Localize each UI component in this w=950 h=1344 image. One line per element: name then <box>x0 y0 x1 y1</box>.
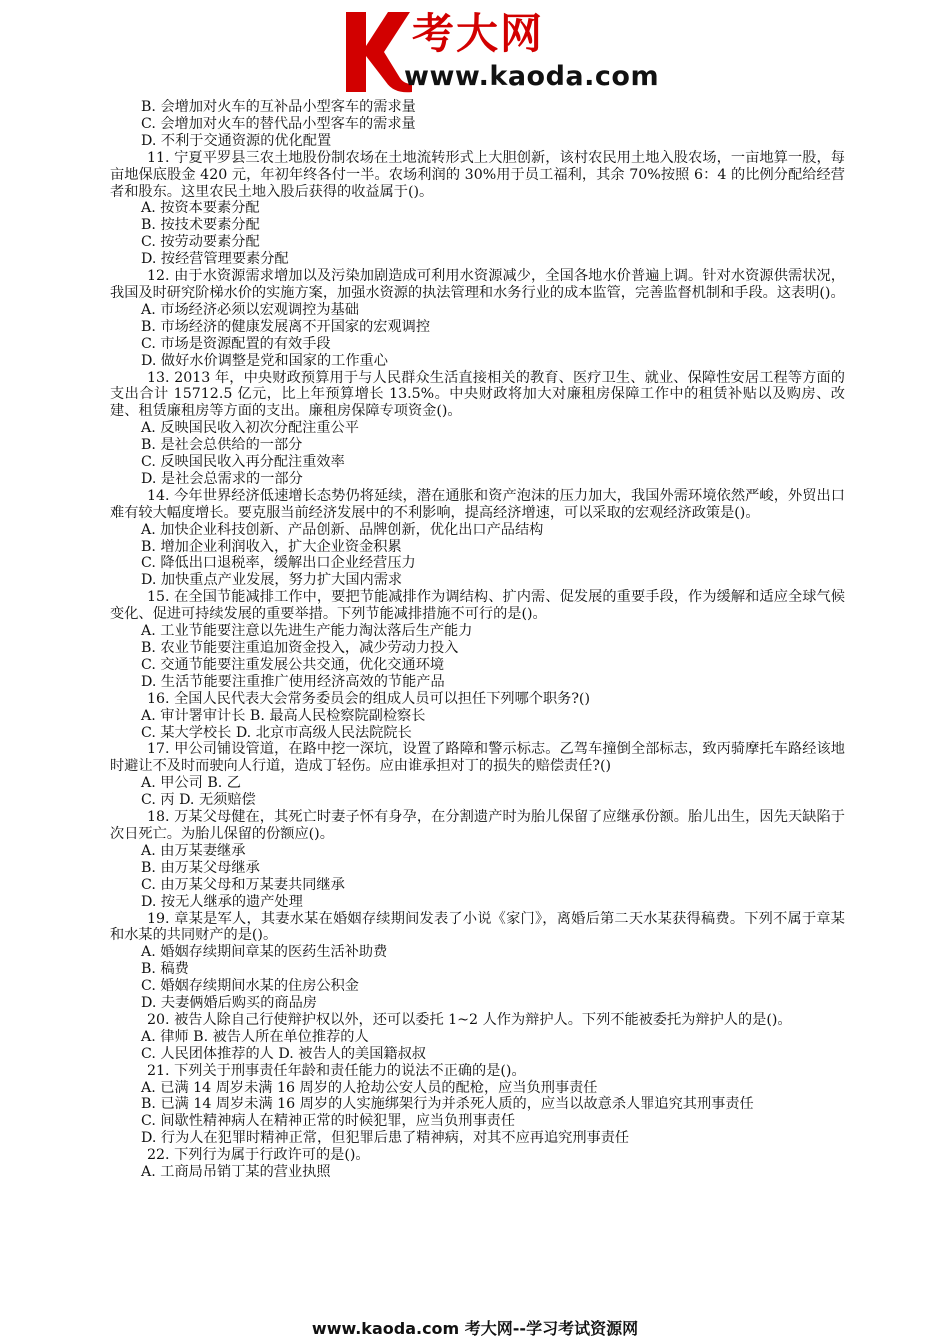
answer-option: B. 农业节能要注重追加资金投入，减少劳动力投入 <box>141 640 459 656</box>
answer-option: B. 是社会总供给的一部分 <box>141 437 303 454</box>
answer-option: C. 人民团体推荐的人 D. 被告人的美国籍叔叔 <box>141 1045 426 1062</box>
answer-option: D. 按经营管理要素分配 <box>141 251 289 268</box>
question-stem: 18. 万某父母健在，其死亡时妻子怀有身孕，在分割遗产时为胎儿保留了应继承份额。胎儿出生，因先天缺陷于次日死亡。为胎儿保留的份额应()。 <box>110 809 845 842</box>
question-stem: 15. 在全国节能减排工作中，要把节能减排作为调结构、扩内需、促发展的重要手段，作为缓解和适应全球气候变化、促进可持续发展的重要举措。下列节能减排措施不可行的是()。 <box>110 589 845 623</box>
answer-option: D. 不利于交通资源的优化配置 <box>141 132 332 149</box>
answer-option: C. 间歇性精神病人在精神正常的时候犯罪，应当负刑事责任 <box>141 1113 516 1130</box>
answer-option: B. 已满 14 周岁未满 16 周岁的人实施绑架行为并杀死人质的，应当以故意杀人罪追究其刑事责任 <box>141 1096 754 1113</box>
question-stem: 11. 宁夏平罗县三农土地股份制农场在土地流转形式上大胆创新，该村农民用土地入股农场，一亩地算一股，每亩地保底股金 420 元，年初年终各付一半。农场利润的 30%用于员工福利，其余 70%按照 6：4 的比例分配给经营者和股东。这里农民土地入股后获得的收益属于()。 <box>110 149 845 200</box>
answer-option: D. 夫妻俩婚后购买的商品房 <box>141 995 317 1012</box>
question-stem: 13. 2013 年，中央财政预算用于与人民群众生活直接相关的教育、医疗卫生、就业、保障性安居工程等方面的支出合计 15712.5 亿元，比上年预算增长 13.5%。中央财政将加大对廉租房保障工作中的租赁补贴以及购房、改建、租赁廉租房等方面的支出。廉租房保障专项资金()。 <box>110 369 845 420</box>
page-footer: www.kaoda.com 考大网--学习考试资源网 <box>311 1319 639 1338</box>
question-stem: 14. 今年世界经济低速增长态势仍将延续，潜在通胀和资产泡沫的压力加大，我国外需环境依然严峻，外贸出口难有较大幅度增长。要克服当前经济发展中的不利影响，提高经济增速，可以采取的宏观经济政策是()。 <box>110 487 845 521</box>
answer-option: C. 某大学校长 D. 北京市高级人民法院院长 <box>141 724 412 741</box>
answer-option: A. 反映国民收入初次分配注重公平 <box>141 420 359 437</box>
answer-option: B. 增加企业利润收入，扩大企业资金积累 <box>141 538 402 555</box>
answer-option: C. 会增加对火车的替代品小型客车的需求量 <box>141 115 416 132</box>
question-stem: 22. 下列行为属于行政许可的是()。 <box>147 1147 370 1164</box>
answer-option: A. 工商局吊销丁某的营业执照 <box>141 1164 331 1181</box>
site-logo[interactable] <box>340 8 660 100</box>
question-stem: 19. 章某是军人，其妻水某在婚姻存续期间发表了小说《家门》，离婚后第二天水某获得稿费。下列不属于章某和水某的共同财产的是()。 <box>110 910 845 944</box>
answer-option: B. 按技术要素分配 <box>141 217 260 234</box>
answer-option: D. 行为人在犯罪时精神正常，但犯罪后患了精神病，对其不应再追究刑事责任 <box>141 1130 630 1147</box>
question-stem: 21. 下列关于刑事责任年龄和责任能力的说法不正确的是()。 <box>147 1062 526 1079</box>
site-url: www.kaoda.com <box>404 61 660 92</box>
answer-option: D. 加快重点产业发展，努力扩大国内需求 <box>141 572 403 589</box>
question-stem: 16. 全国人民代表大会常务委员会的组成人员可以担任下列哪个职务?() <box>147 690 591 707</box>
answer-option: C. 由万某父母和万某妻共同继承 <box>141 876 345 893</box>
site-brand-name: 考大网 <box>412 9 545 58</box>
question-stem: 20. 被告人除自己行使辩护权以外，还可以委托 1~2 人作为辩护人。下列不能被委托为辩护人的是()。 <box>147 1011 792 1028</box>
answer-option: A. 工业节能要注意以先进生产能力淘汰落后生产能力 <box>141 623 473 640</box>
answer-option: A. 加快企业科技创新、产品创新、品牌创新，优化出口产品结构 <box>141 521 544 538</box>
answer-option: A. 市场经济必须以宏观调控为基础 <box>141 301 359 318</box>
answer-option: C. 降低出口退税率，缓解出口企业经营压力 <box>141 555 416 572</box>
question-stem: 17. 甲公司铺设管道，在路中挖一深坑，设置了路障和警示标志。乙驾车撞倒全部标志，致丙骑摩托车路经该地时避让不及时而驶向人行道，造成丁轻伤。应由谁承担对丁的损失的赔偿责任?() <box>110 741 845 775</box>
answer-option: A. 律师 B. 被告人所在单位推荐的人 <box>141 1028 369 1045</box>
answer-option: A. 审计署审计长 B. 最高人民检察院副检察长 <box>141 707 426 724</box>
answer-option: C. 交通节能要注重发展公共交通，优化交通环境 <box>141 656 445 673</box>
answer-option: D. 是社会总需求的一部分 <box>141 470 303 487</box>
answer-option: C. 按劳动要素分配 <box>141 234 260 251</box>
answer-option: B. 会增加对火车的互补品小型客车的需求量 <box>141 99 416 115</box>
answer-option: C. 反映国民收入再分配注重效率 <box>141 454 345 471</box>
answer-option: A. 已满 14 周岁未满 16 周岁的人抢劫公安人员的配枪，应当负刑事责任 <box>141 1079 598 1096</box>
answer-option: D. 按无人继承的遗产处理 <box>141 893 303 910</box>
answer-option: B. 市场经济的健康发展离不开国家的宏观调控 <box>141 318 431 335</box>
answer-option: B. 由万某父母继承 <box>141 859 260 876</box>
answer-option: A. 由万某妻继承 <box>141 842 246 859</box>
answer-option: C. 市场是资源配置的有效手段 <box>141 335 331 352</box>
k-logo-icon <box>340 8 414 96</box>
answer-option: A. 婚姻存续期间章某的医药生活补助费 <box>141 944 388 961</box>
answer-option: D. 做好水价调整是党和国家的工作重心 <box>141 352 388 369</box>
answer-option: D. 生活节能要注重推广使用经济高效的节能产品 <box>141 673 445 690</box>
answer-option: A. 按资本要素分配 <box>141 200 260 217</box>
question-stem: 12. 由于水资源需求增加以及污染加剧造成可利用水资源减少，全国各地水价普遍上调。针对水资源供需状况，我国及时研究阶梯水价的实施方案，加强水资源的执法管理和水务行业的成本监管，完善监督机制和手段。这表明()。 <box>110 268 845 301</box>
answer-option: A. 甲公司 B. 乙 <box>141 775 241 792</box>
exam-questions <box>110 99 845 1181</box>
answer-option: B. 稿费 <box>141 961 189 978</box>
answer-option: C. 丙 D. 无须赔偿 <box>141 792 256 809</box>
answer-option: C. 婚姻存续期间水某的住房公积金 <box>141 978 359 995</box>
